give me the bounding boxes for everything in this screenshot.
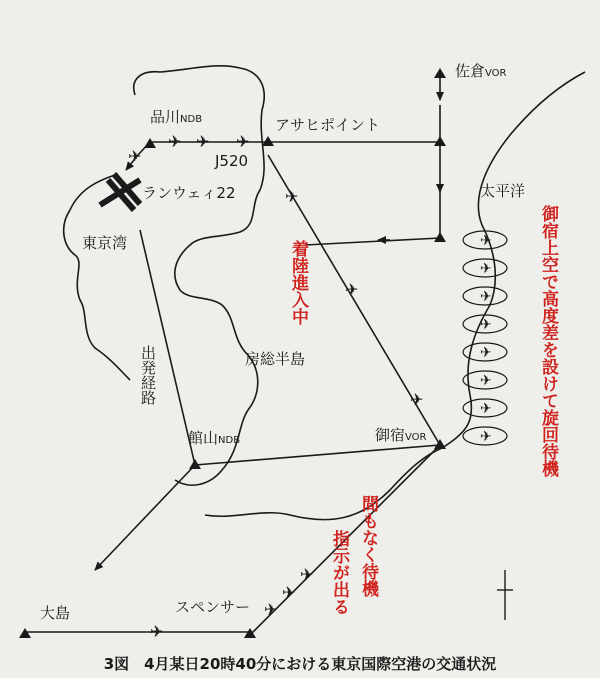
label-instruction: 指示が出る bbox=[329, 530, 349, 615]
label-asahi-point: アサヒポイント bbox=[275, 116, 381, 134]
label-tokyo-bay: 東京湾 bbox=[82, 234, 128, 252]
aircraft-icon: ✈ bbox=[150, 622, 164, 641]
svg-text:館山NDB bbox=[188, 429, 240, 447]
svg-text:佐倉VOR bbox=[455, 62, 507, 80]
label-shinagawa-sub: NDB bbox=[180, 114, 203, 125]
label-oshima: 大島 bbox=[40, 604, 71, 622]
aircraft-icon: ✈ bbox=[285, 187, 299, 206]
runway-symbol bbox=[100, 174, 140, 210]
label-departure-route: 出発経路 bbox=[139, 345, 157, 405]
aircraft-icon: ✈ bbox=[196, 132, 210, 151]
aircraft-icon: ✈ bbox=[480, 233, 492, 249]
svg-text:品川NDB bbox=[150, 108, 202, 126]
label-sakura: 佐倉 bbox=[455, 62, 486, 80]
aircraft-icon: ✈ bbox=[480, 429, 492, 445]
aircraft-icon: ✈ bbox=[236, 132, 250, 151]
label-shinagawa: 品川 bbox=[150, 108, 181, 126]
aircraft-icon: ✈ bbox=[480, 401, 492, 417]
figure-caption: 3図 4月某日20時40分における東京国際空港の交通状況 bbox=[103, 655, 497, 673]
label-sakura-sub: VOR bbox=[485, 68, 507, 79]
aircraft-icon: ✈ bbox=[128, 147, 142, 166]
aircraft-icon: ✈ bbox=[345, 280, 359, 299]
aircraft-group bbox=[128, 132, 423, 641]
aircraft-icon: ✈ bbox=[480, 345, 492, 361]
svg-text:御宿VOR bbox=[375, 426, 427, 444]
label-tateyama-sub: NDB bbox=[218, 435, 241, 446]
aircraft-icon: ✈ bbox=[480, 289, 492, 305]
aircraft-icon: ✈ bbox=[282, 583, 296, 602]
label-onjuku: 御宿 bbox=[375, 426, 406, 444]
label-tateyama: 館山 bbox=[188, 429, 219, 447]
aircraft-icon: ✈ bbox=[410, 390, 424, 409]
aircraft-icon: ✈ bbox=[480, 373, 492, 389]
label-spencer: スペンサー bbox=[175, 598, 251, 616]
label-holding: 御宿上空で高度差を設けて旋回待機 bbox=[538, 205, 558, 477]
label-landing-approach: 着陸進入中 bbox=[288, 240, 308, 325]
label-onjuku-sub: VOR bbox=[405, 432, 427, 443]
aircraft-icon: ✈ bbox=[300, 565, 314, 584]
aircraft-icon: ✈ bbox=[480, 317, 492, 333]
label-soon-holding: 間もなく待機 bbox=[358, 495, 378, 597]
aircraft-icon: ✈ bbox=[480, 261, 492, 277]
label-runway: ランウェィ22 bbox=[142, 184, 236, 202]
north-arrow bbox=[497, 570, 513, 620]
label-boso: 房総半島 bbox=[245, 350, 306, 368]
aircraft-icon: ✈ bbox=[168, 132, 182, 151]
holding-aircraft bbox=[480, 233, 492, 445]
label-j520: J520 bbox=[215, 152, 249, 170]
aircraft-icon: ✈ bbox=[264, 600, 278, 619]
label-pacific: 太平洋 bbox=[480, 182, 526, 200]
